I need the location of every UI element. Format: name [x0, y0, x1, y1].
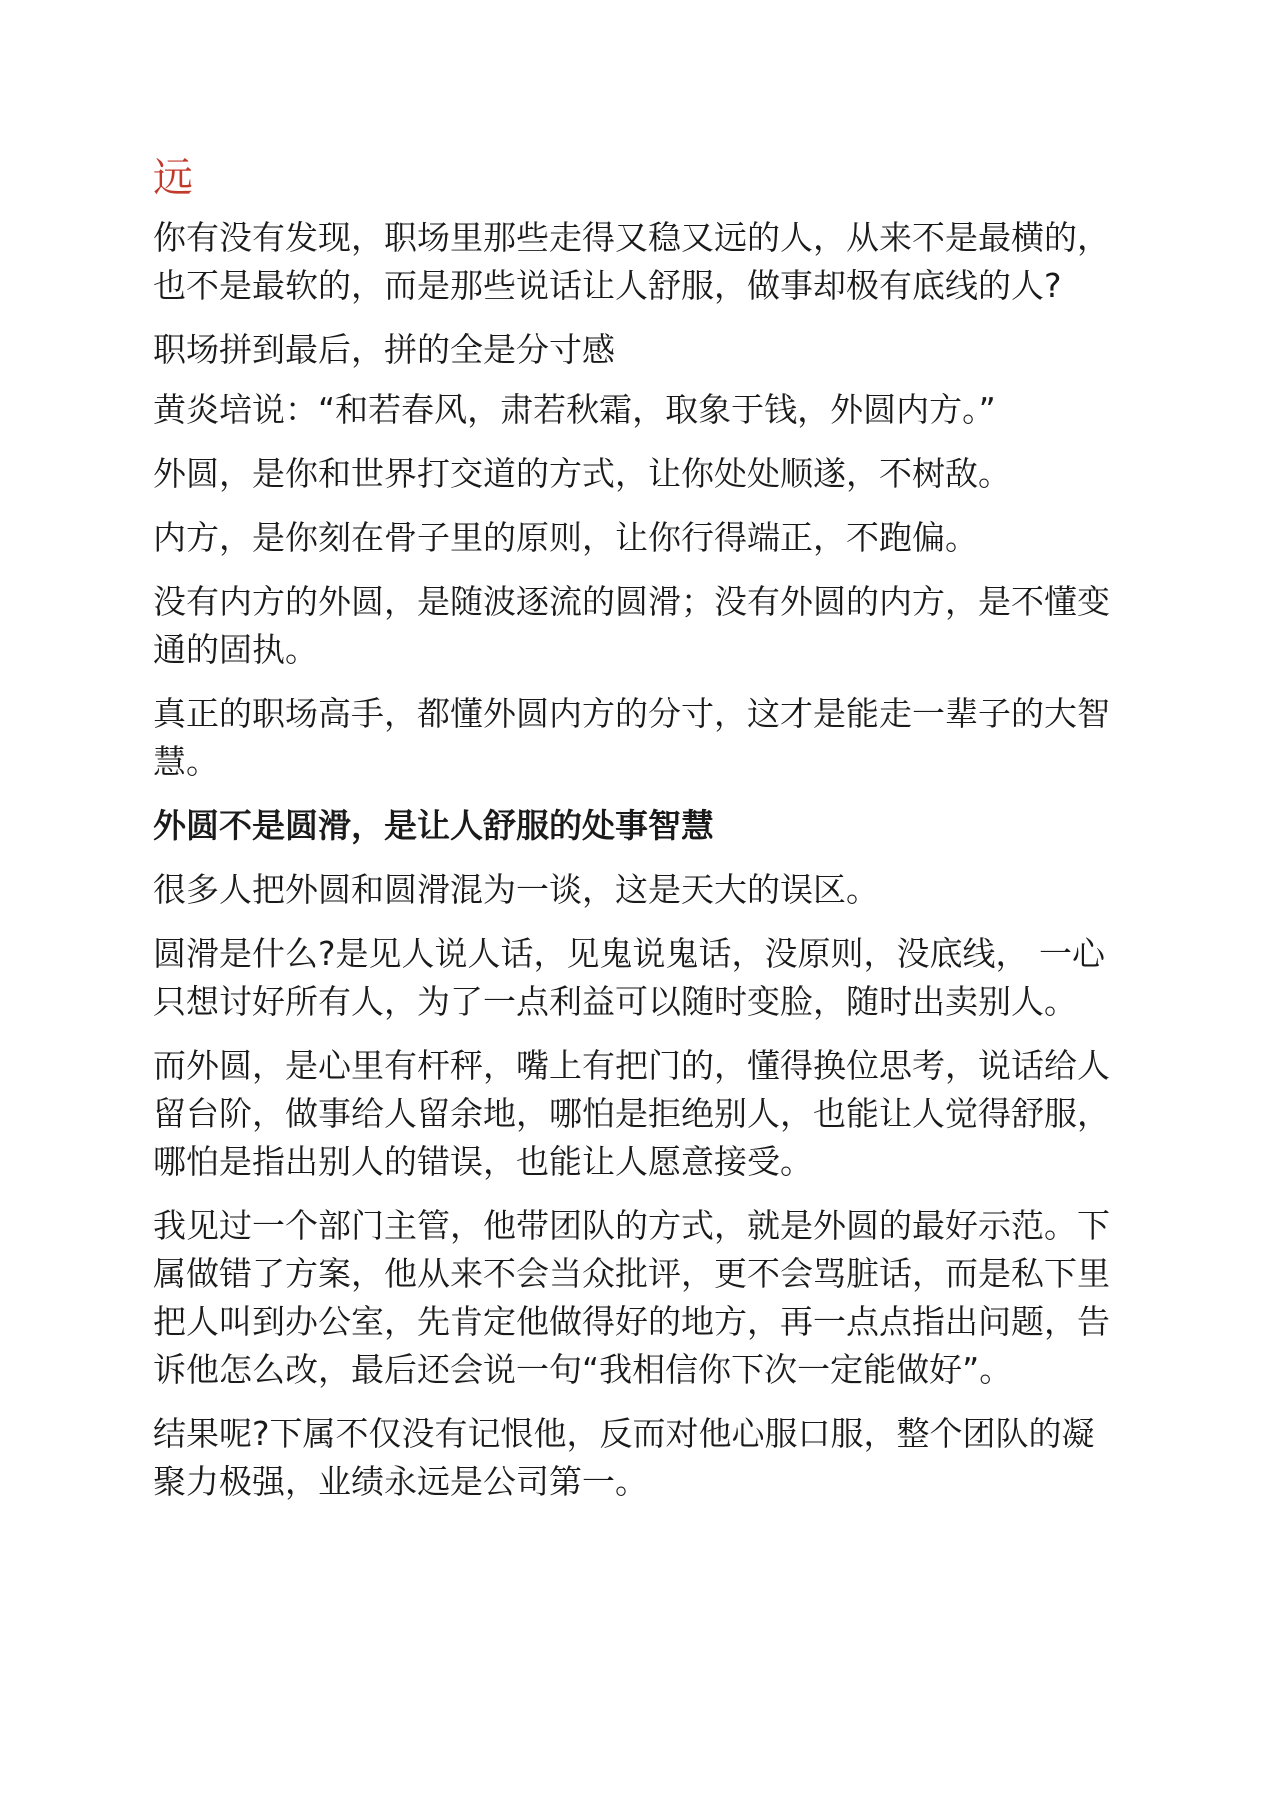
- paragraph-contrast: 没有内方的外圆，是随波逐流的圆滑；没有外圆的内方，是不懂变通的固执。: [153, 582, 1110, 669]
- paragraph-misconception: 很多人把外圆和圆滑混为一谈，这是天大的误区。: [153, 870, 879, 909]
- paragraph-fenchungan: 职场拼到最后，拼的全是分寸感: [153, 330, 615, 369]
- paragraph-yuanhua: 圆滑是什么?是见人说人话，见鬼说鬼话，没原则，没底线， 一心只想讨好所有人，为了一点利益可以随时变脸，随时出卖别人。: [153, 934, 1106, 1021]
- paragraph-wisdom: 真正的职场高手，都懂外圆内方的分寸，这才是能走一辈子的大智慧。: [153, 694, 1110, 781]
- paragraph-manager-example: 我见过一个部门主管，他带团队的方式，就是外圆的最好示范。下属做错了方案，他从来不会当众批评，更不会骂脏话，而是私下里把人叫到办公室，先肯定他做得好的地方，再一点点指出问题，告诉他怎么改，最后还会说一句“我相信你下次一定能做好”。: [153, 1206, 1110, 1389]
- paragraph-waiyuan: 外圆，是你和世界打交道的方式，让你处处顺遂，不树敌。: [153, 454, 1011, 493]
- paragraph-intro: 你有没有发现，职场里那些走得又稳又远的人，从来不是最横的，也不是最软的，而是那些说话让人舒服，做事却极有底线的人?: [153, 218, 1110, 305]
- paragraph-waiyuan-definition: 而外圆，是心里有杆秤，嘴上有把门的，懂得换位思考，说话给人留台阶，做事给人留余地，哪怕是拒绝别人，也能让人觉得舒服，哪怕是指出别人的错误，也能让人愿意接受。: [153, 1046, 1110, 1181]
- paragraph-quote: 黄炎培说：“和若春风，肃若秋霜，取象于钱，外圆内方。”: [153, 390, 996, 429]
- document-page: [153, 150, 1115, 1522]
- section-heading: 外圆不是圆滑，是让人舒服的处事智慧: [153, 806, 714, 845]
- document-title: 远: [153, 155, 193, 201]
- paragraph-result: 结果呢?下属不仅没有记恨他，反而对他心服口服，整个团队的凝聚力极强，业绩永远是公司第一。: [153, 1414, 1095, 1501]
- paragraph-neifang: 内方，是你刻在骨子里的原则，让你行得端正，不跑偏。: [153, 518, 978, 557]
